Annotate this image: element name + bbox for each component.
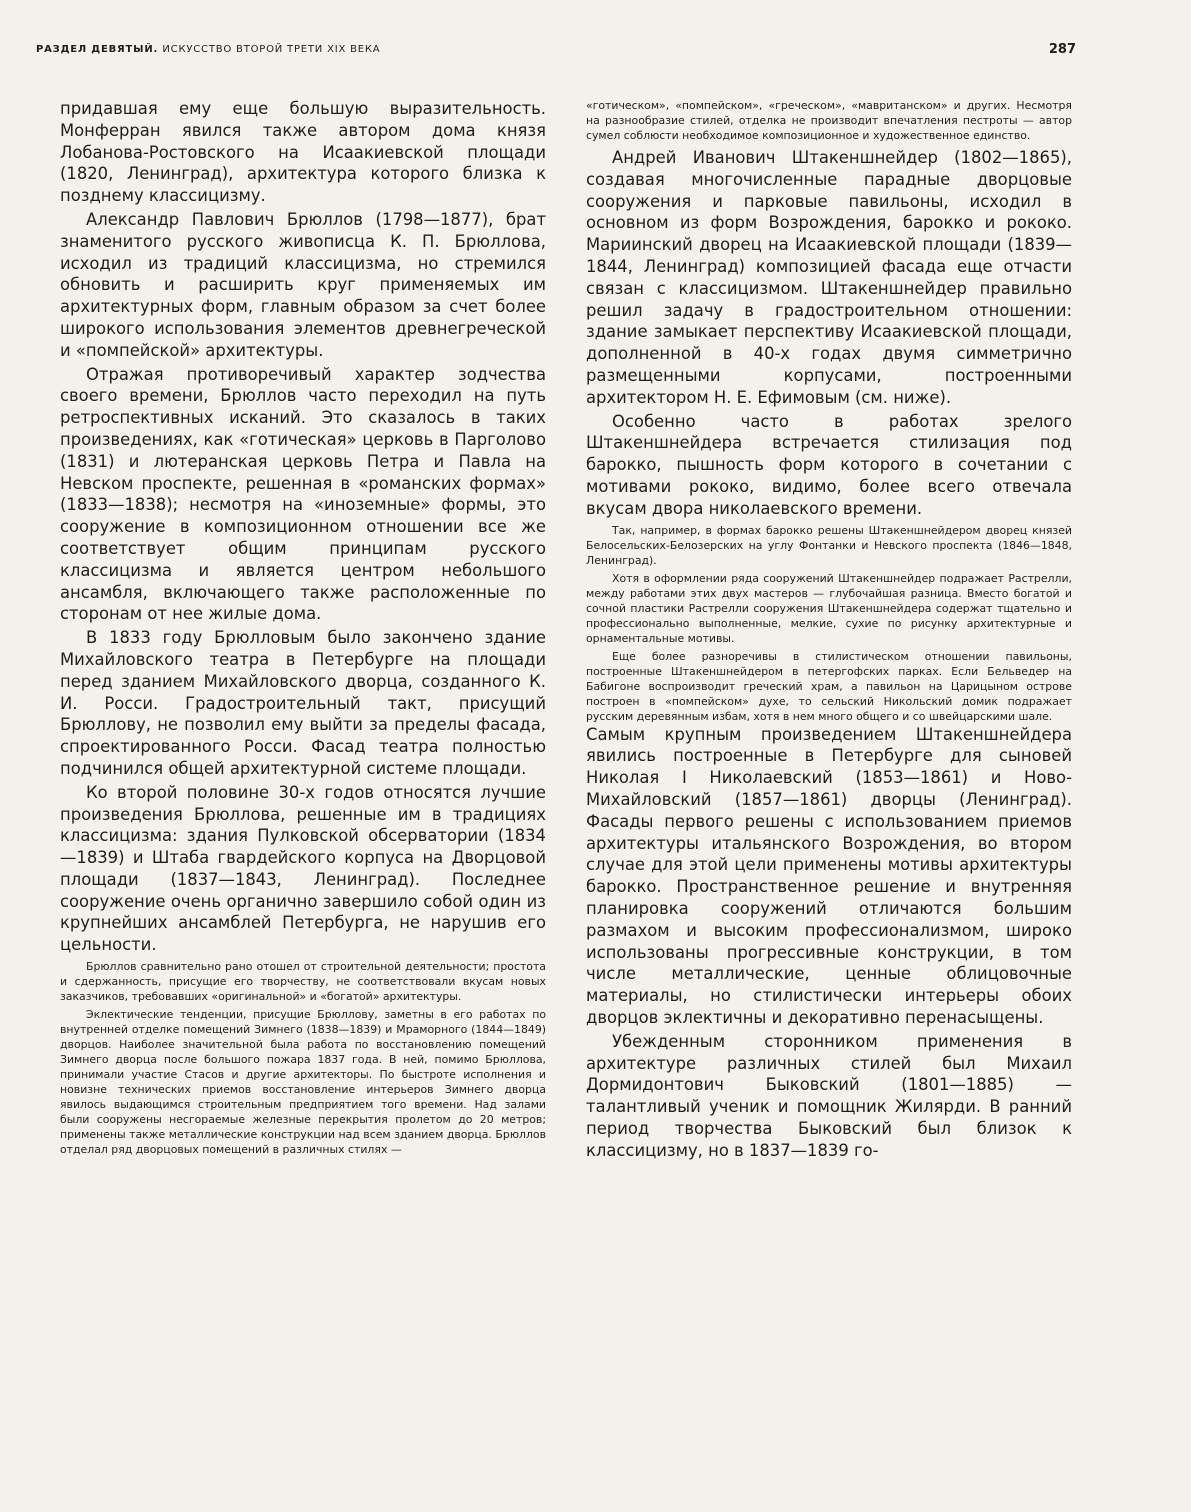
paragraph: Ко второй половине 30-х годов относятся лучшие произведения Брюллова, решенные им в традициях классицизма: здания Пулковской обсерватории (1834—1839) и Штаба гвардейского корпуса на Дворцовой площади (1837—1843, Ленинград). Последнее сооружение очень органично завершило собой один из крупнейших ансамблей Петербурга, не нарушив его цельности. [60,782,546,955]
running-header [36,42,1076,64]
small-print-paragraph: Хотя в оформлении ряда сооружений Штакеншнейдер подражает Растрелли, между работами этих двух мастеров — глубочайшая разница. Вместо богатой и сочной пластики Растрелли сооружения Штакеншнейдера содержат тщательно и профессионально выполненные, мелкие, сухие по рисунку архитектурные и орнаментальные мотивы. [586,571,1072,645]
paragraph: Особенно часто в работах зрелого Штакеншнейдера встречается стилизация под барокко, пышность форм которого в сочетании с мотивами рококо, видимо, более всего отвечала вкусам двора николаевского времени. [586,411,1072,518]
paragraph: Андрей Иванович Штакеншнейдер (1802—1865), создавая многочисленные парадные дворцовые сооружения и парковые павильоны, исходил в основном из форм Возрождения, барокко и рококо. Мариинский дворец на Исаакиевской площади (1839—1844, Ленинград) композицией фасада еще отчасти связан с классицизмом. Штакеншнейдер правильно решил задачу в градостроительном отношении: здание замыкает перспективу Исаакиевской площади, дополненной в 40-х годах двумя симметрично размещенными корпусами, построенными архитектором Н. Е. Ефимовым (см. ниже). [586,148,1072,407]
paragraph: Отражая противоречивый характер зодчества своего времени, Брюллов часто переходил на путь ретроспективных исканий. Это сказалось в таких произведениях, как «готическая» церковь в Парголово (1831) и лютеранская церковь Петра и Павла на Невском проспекте, решенная в «романских формах» (1833—1838); несмотря на «иноземные» формы, это сооружение в композиционном отношении все же соответствует общим принципам русского классицизма и является центром небольшого ансамбля, включающего также расположенные по сторонам от нее жилые дома. [60,364,546,624]
small-print-paragraph: Брюллов сравнительно рано отошел от строительной деятельности; простота и сдержанность, присущие его творчеству, не соответствовали вкусам новых заказчиков, требовавших «оригинальной» и «богатой» архитектуры. [60,960,546,1004]
small-print-paragraph: Так, например, в формах барокко решены Штакеншнейдером дворец князей Белосельских-Белозерских на углу Фонтанки и Невского проспекта (1846—1848, Ленинград). [586,523,1072,567]
paragraph: Александр Павлович Брюллов (1798—1877), брат знаменитого русского живописца К. П. Брюллова, исходил из традиций классицизма, но стремился обновить и расширить круг применяемых им архитектурных форм, главным образом за счет более широкого использования элементов древнегреческой и «помпейской» архитектуры. [60,209,546,360]
small-print-paragraph: Еще более разноречивы в стилистическом отношении павильоны, построенные Штакеншнейдером в петергофских парках. Если Бельведер на Бабигоне воспроизводит греческий храм, а павильон на Царицыном острове построен в «помпейском» духе, то сельский Никольский домик подражает русским деревянным избам, хотя в нем много общего и со швейцарскими шале. [586,649,1072,723]
paragraph: В 1833 году Брюлловым было закончено здание Михайловского театра в Петербурге на площади перед зданием Михайловского дворца, созданного К. И. Росси. Градостроительный такт, присущий Брюллову, не позволил ему выйти за пределы фасада, спроектированного Росси. Фасад театра полностью подчинился общей архитектурной системе площади. [60,628,546,778]
small-print-paragraph: «готическом», «помпейском», «греческом», «мавританском» и других. Несмотря на разнообразие стилей, отделка не производит впечатления пестроты — автор сумел соблюсти необходимое композиционное и художественное единство. [586,99,1072,142]
right-column [586,98,1072,1161]
left-column [60,98,546,1157]
paragraph: придавшая ему еще большую выразительность. Монферран явился также автором дома князя Лобанова-Ростовского на Исаакиевской площади (1820, Ленинград), архитектура которого близка к позднему классицизму. [60,99,546,206]
section-heading [36,44,380,55]
section-title: ИСКУССТВО ВТОРОЙ ТРЕТИ XIX ВЕКА [162,44,381,55]
page-number: 287 [1048,42,1076,57]
section-label: РАЗДЕЛ ДЕВЯТЫЙ. [36,44,159,55]
paragraph: Убежденным сторонником применения в архитектуре различных стилей был Михаил Дормидонтович Быковский (1801—1885) — талантливый ученик и помощник Жилярди. В ранний период творчества Быковский был близок к классицизму, но в 1837—1839 го- [586,1031,1072,1160]
small-print-paragraph: Эклектические тенденции, присущие Брюллову, заметны в его работах по внутренней отделке помещений Зимнего (1838—1839) и Мраморного (1844—1849) дворцов. Наиболее значительной была работа по восстановлению помещений Зимнего дворца после большого пожара 1837 года. В ней, помимо Брюллова, принимали участие Стасов и другие архитекторы. По быстроте исполнения и новизне технических приемов восстановление интерьеров Зимнего дворца явилось выдающимся строительным предприятием того времени. Над залами были сооружены несгораемые железные перекрытия пролетом до 20 метров; применены также металлические конструкции над всем зданием дворца. Брюллов отделал ряд дворцовых помещений в различных стилях — [60,1008,546,1157]
paragraph: Самым крупным произведением Штакеншнейдера явились построенные в Петербурге для сыновей Николая I Николаевский (1853—1861) и Ново-Михайловский (1857—1861) дворцы (Ленинград). Фасады первого решены с использованием приемов архитектуры итальянского Возрождения, во втором случае для этой цели применены мотивы архитектуры барокко. Пространственное решение и внутренняя планировка сооружений отличаются большим размахом и высоким профессионализмом, широко использованы прогрессивные конструкции, в том числе металлические, ценные облицовочные материалы, но стилистически интерьеры обоих дворцов эклектичны и декоративно перенасыщены. [586,724,1072,1027]
